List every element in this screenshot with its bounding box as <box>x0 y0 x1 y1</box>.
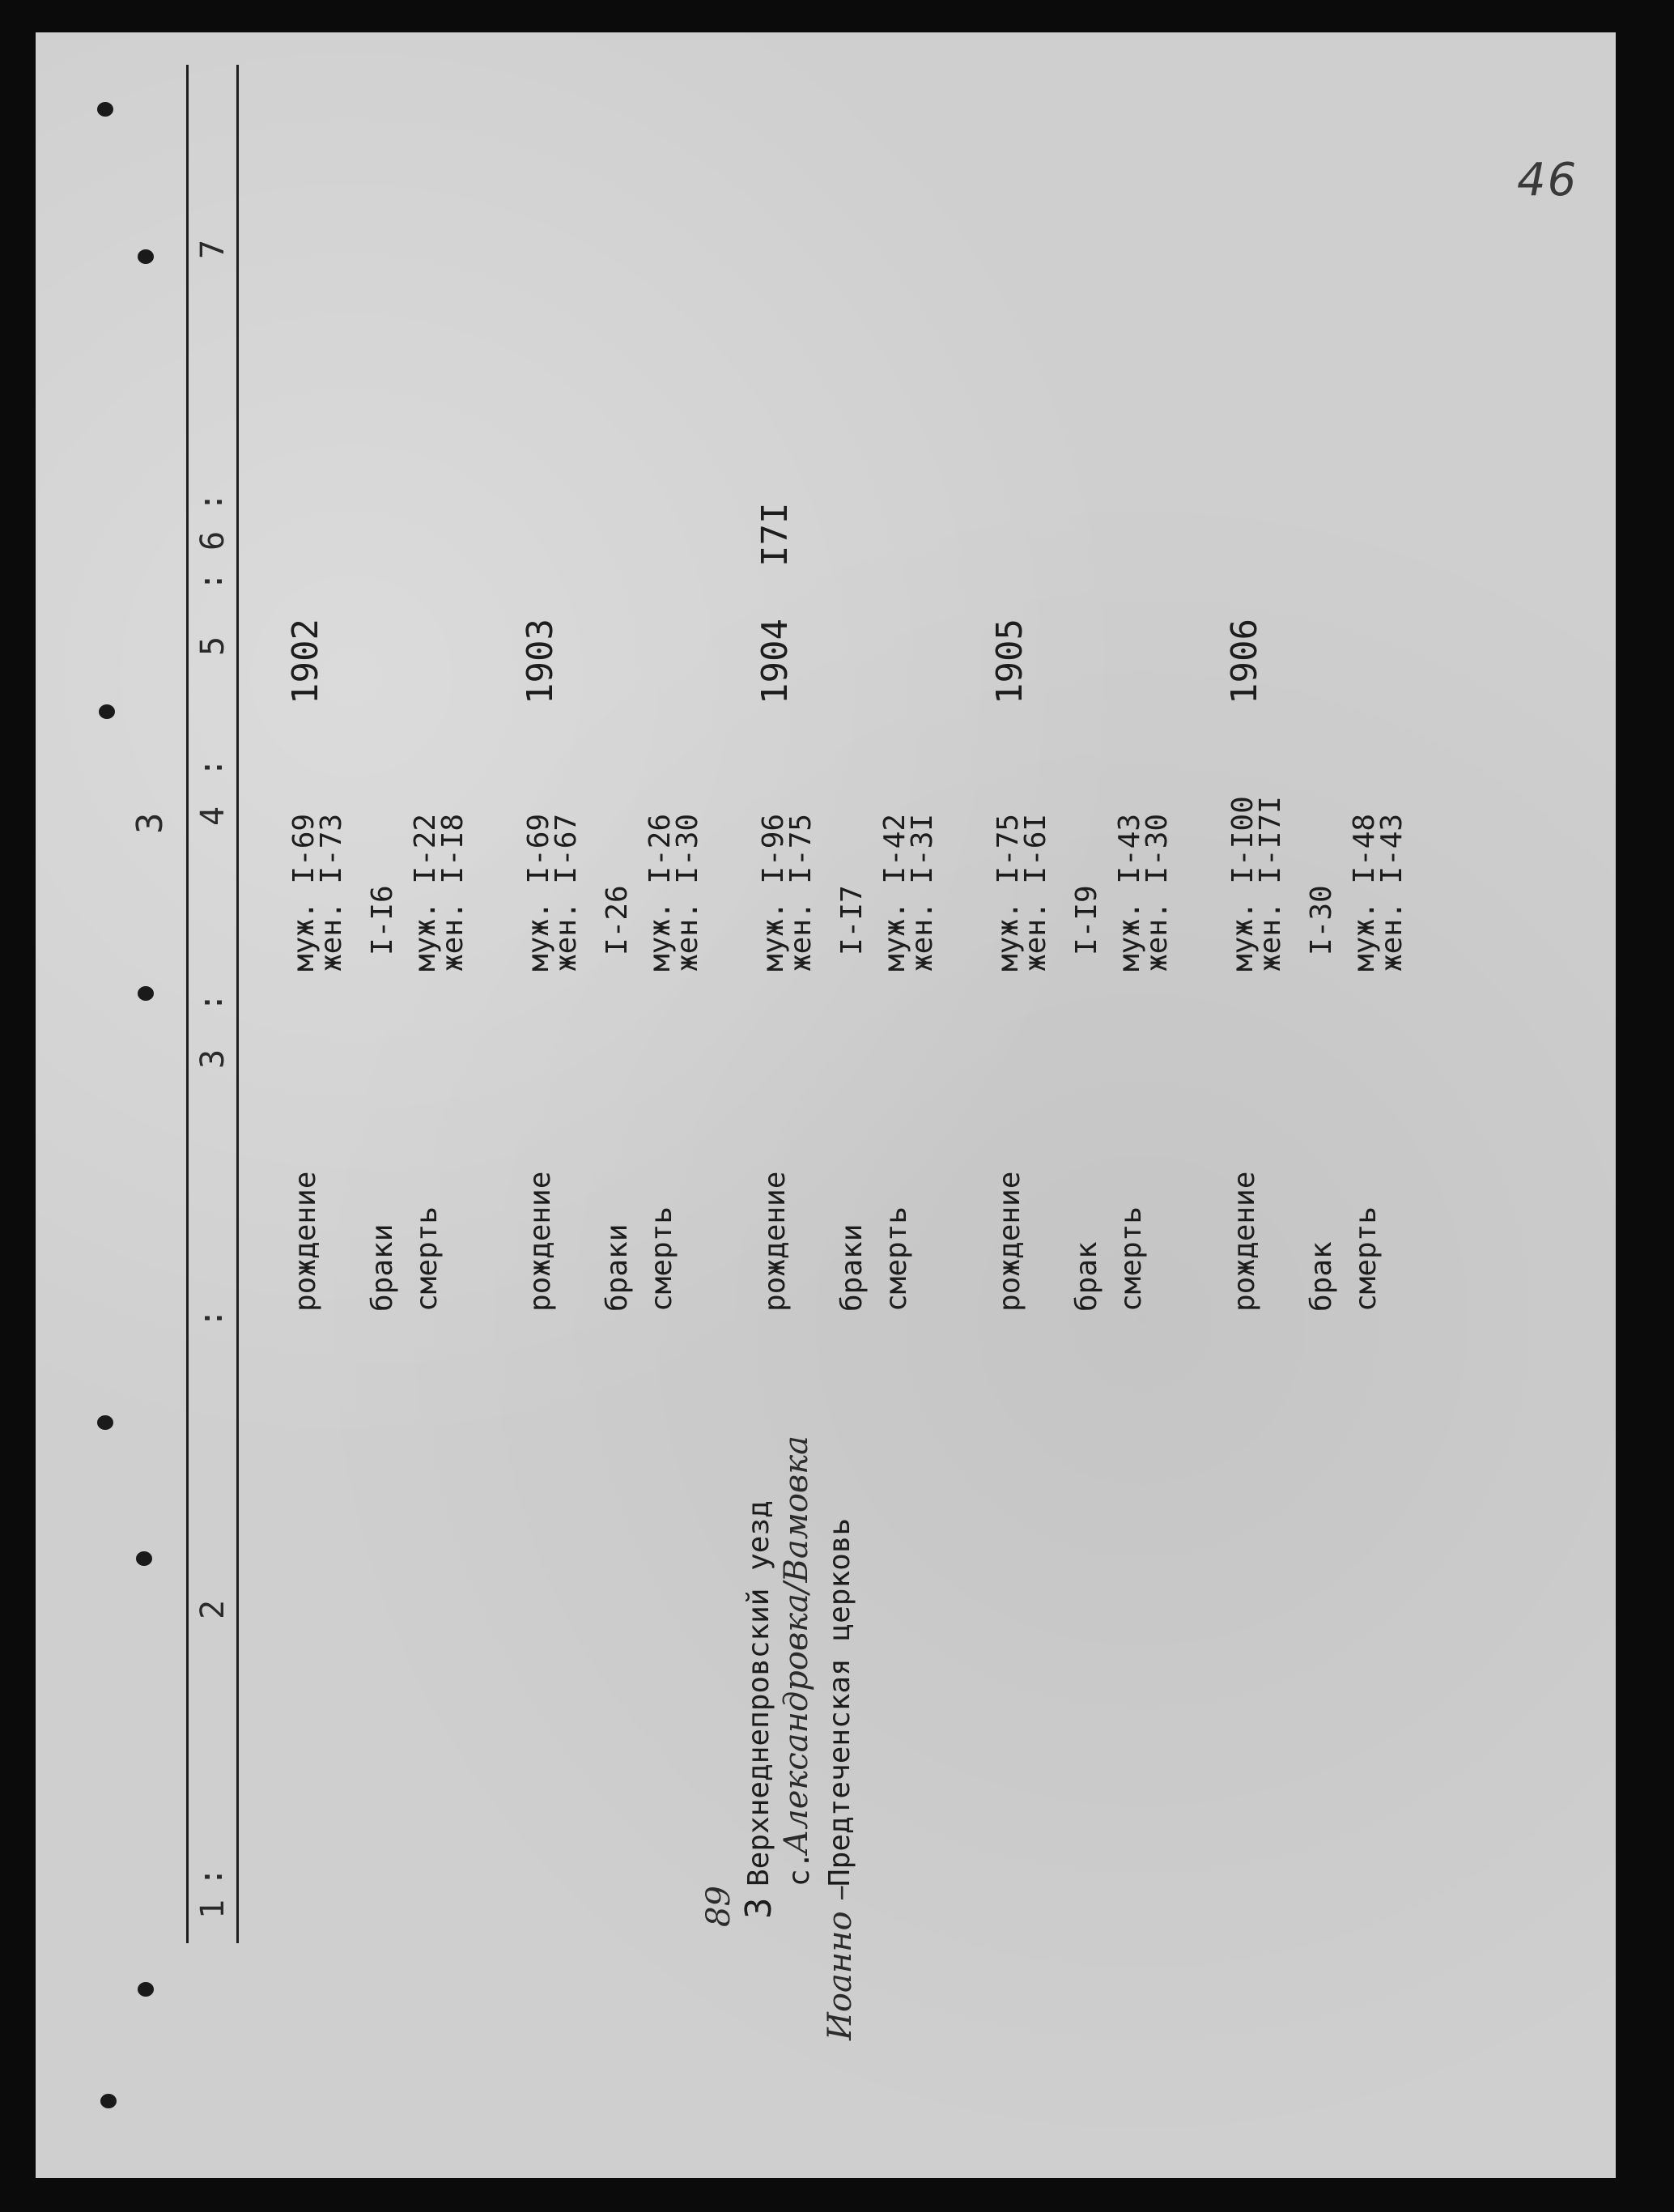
district-name: Верхнеднепровский уезд <box>742 1500 775 1887</box>
year-label: 1902 <box>285 619 326 704</box>
event-count: жен. I-43 <box>1375 813 1408 972</box>
punch-hole <box>138 249 154 264</box>
event-type: смерть <box>410 1206 444 1312</box>
church-prefix-handwritten: Иоанно – <box>822 1884 859 2040</box>
column-divider: : <box>193 992 230 1012</box>
event-type: брак <box>1070 1241 1103 1312</box>
event-type: смерть <box>1349 1206 1383 1312</box>
event-type: браки <box>835 1223 869 1312</box>
event-count: I-I6 <box>366 885 399 955</box>
event-count: I-26 <box>601 885 634 955</box>
event-count: муж. I-48 <box>1348 813 1381 972</box>
village-name-handwritten: Александровка/Вамовка <box>778 1436 815 1854</box>
column-6-value: I7I <box>754 502 796 567</box>
event-count: I-30 <box>1305 885 1338 955</box>
punch-hole <box>100 2094 117 2108</box>
event-type: рождение <box>1228 1171 1261 1312</box>
record-number: 3 <box>738 1897 780 1919</box>
column-header-2: 2 <box>194 1599 232 1619</box>
event-count: муж. I-75 <box>992 813 1025 972</box>
punch-hole <box>97 102 113 117</box>
event-type: браки <box>601 1223 634 1312</box>
column-header-4: 4 <box>194 806 232 826</box>
year-label: 1906 <box>1224 619 1265 704</box>
event-count: муж. I-43 <box>1113 813 1146 972</box>
header-rule-bottom <box>236 65 239 1943</box>
folio-number: 46 <box>1517 154 1578 206</box>
column-divider: : <box>193 1866 230 1887</box>
column-header-6: 6 <box>194 530 232 551</box>
event-count: жен. I-3I <box>906 813 939 972</box>
event-count: муж. I-69 <box>287 813 321 972</box>
event-count: жен. I-75 <box>784 813 818 972</box>
event-count: муж. I-42 <box>878 813 911 972</box>
year-label: 1904 <box>754 619 796 704</box>
event-type: рождение <box>524 1171 557 1312</box>
event-count: жен. I-30 <box>1141 813 1174 972</box>
column-divider: : <box>193 757 230 777</box>
event-count: жен. I-I7I <box>1254 796 1287 972</box>
page-number: 3 <box>130 812 171 834</box>
year-label: 1903 <box>520 619 561 704</box>
event-count: муж. I-22 <box>409 813 442 972</box>
event-type: рождение <box>993 1171 1026 1312</box>
event-type: браки <box>366 1223 399 1312</box>
record-number-handwritten: 89 <box>700 1886 737 1927</box>
rotated-table <box>130 40 1481 2040</box>
punch-hole <box>138 986 154 1001</box>
event-count: жен. I-6I <box>1019 813 1052 972</box>
column-header-7: 7 <box>194 239 232 259</box>
event-type: брак <box>1305 1241 1338 1312</box>
event-count: муж. I-69 <box>522 813 555 972</box>
event-type: рождение <box>289 1171 322 1312</box>
event-type: смерть <box>1115 1206 1148 1312</box>
event-type: рождение <box>758 1171 792 1312</box>
year-label: 1905 <box>989 619 1030 704</box>
event-type: смерть <box>880 1206 913 1312</box>
event-count: жен. I-I8 <box>436 813 469 972</box>
event-count: муж. I-26 <box>644 813 677 972</box>
column-header-3: 3 <box>194 1049 232 1069</box>
event-count: жен. I-73 <box>315 813 348 972</box>
event-count: муж. I-I00 <box>1226 796 1260 972</box>
punch-hole <box>99 704 115 719</box>
column-divider: : <box>193 1308 230 1328</box>
column-header-5: 5 <box>194 636 232 656</box>
event-type: смерть <box>645 1206 678 1312</box>
punch-hole <box>138 1982 154 1997</box>
church-name: Предтеченская церковь <box>823 1517 856 1887</box>
event-count: жен. I-30 <box>671 813 704 972</box>
event-count: I-I9 <box>1070 885 1103 955</box>
column-divider: : <box>193 491 230 512</box>
column-header-1: 1 <box>194 1899 232 1919</box>
header-rule-top <box>186 65 189 1943</box>
event-count: муж. I-96 <box>757 813 790 972</box>
event-count: жен. I-67 <box>550 813 583 972</box>
punch-hole <box>97 1415 113 1430</box>
punch-hole <box>136 1551 152 1566</box>
event-count: I-I7 <box>835 885 869 955</box>
village-prefix: с. <box>783 1851 816 1887</box>
column-divider: : <box>193 571 230 591</box>
